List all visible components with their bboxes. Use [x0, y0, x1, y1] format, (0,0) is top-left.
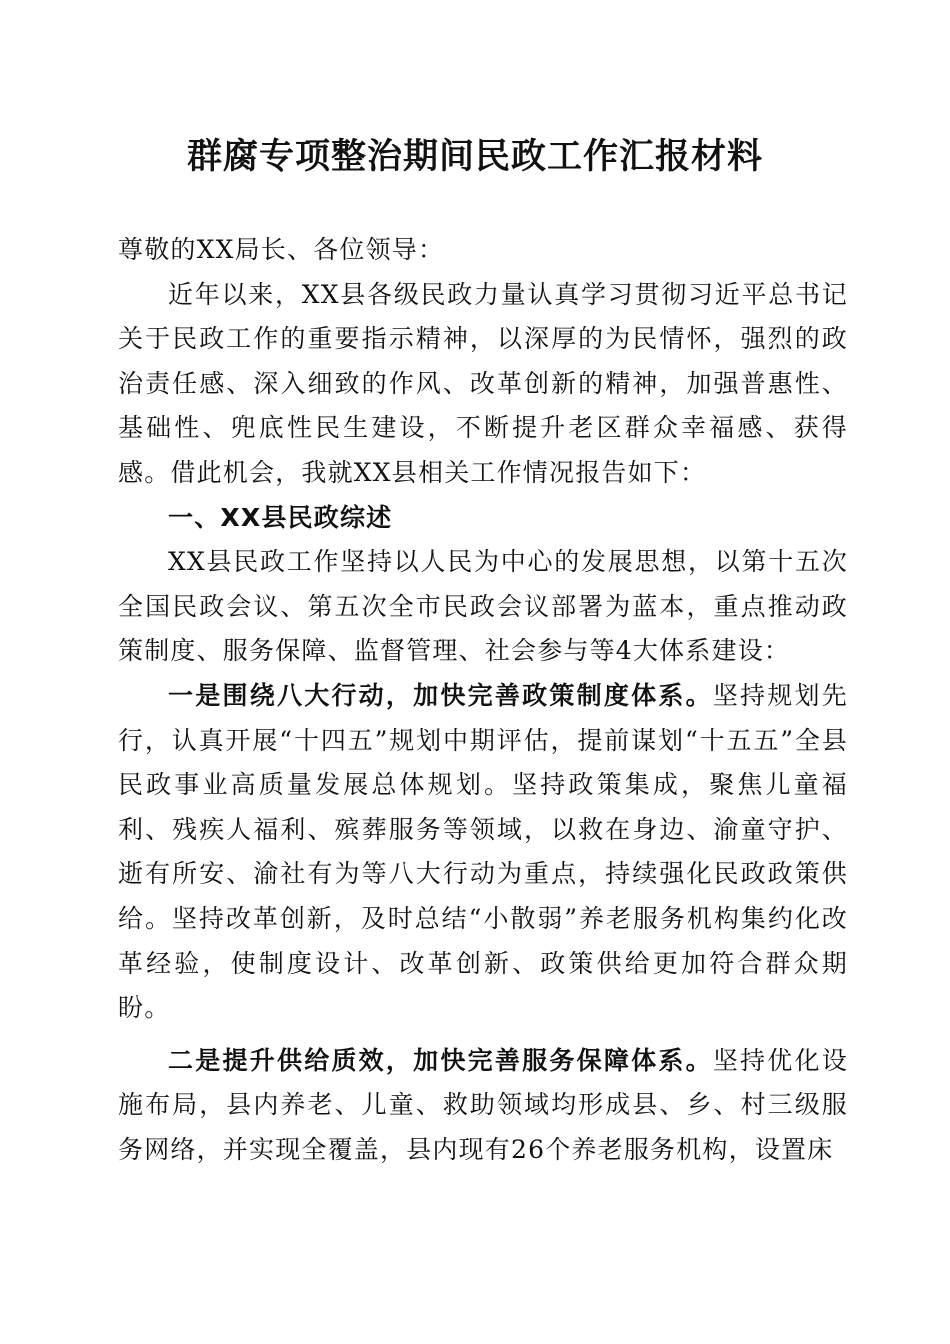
- point-body-1: 坚持规划先行，认真开展“十四五”规划中期评估，提前谋划“十五五”全县民政事业高质量发展总体规划。坚持政策集成，聚焦儿童福利、残疾人福利、殡葬服务等领域，以救在身边、渝童守护、逝有所安、渝社有为等八大行动为重点，持续强化民政政策供给。坚持改革创新，及时总结“小散弱”养老服务机构集约化改革经验，使制度设计、改革创新、政策供给更加符合群众期盼。: [118, 680, 848, 1023]
- intro-paragraph: 近年以来，XX县各级民政力量认真学习贯彻习近平总书记关于民政工作的重要指示精神，以深厚的为民情怀，强烈的政治责任感、深入细致的作风、改革创新的精神，加强普惠性、基础性、兜底性民生建设，不断提升老区群众幸福感、获得感。借此机会，我就XX县相关工作情况报告如下：: [118, 279, 848, 487]
- document-title: 群腐专项整治期间民政工作汇报材料: [186, 136, 763, 177]
- point-paragraph-2: [118, 1039, 848, 1173]
- salutation: 尊敬的XX局长、各位领导：: [118, 235, 445, 264]
- section-heading: 一、XX县民政综述: [168, 502, 393, 532]
- document-body: [118, 228, 848, 1172]
- point-paragraph-1: [118, 674, 848, 1031]
- point-lead-2: 二是提升供给质效，加快完善服务保障体系。: [168, 1045, 713, 1075]
- point-body-2: 坚持优化设施布局，县内养老、儿童、救助领域均形成县、乡、村三级服务网络，并实现全覆盖，县内现有26个养老服务机构，设置床: [118, 1045, 848, 1164]
- point-lead-1: 一是围绕八大行动，加快完善政策制度体系。: [168, 680, 713, 710]
- section-paragraph: XX县民政工作坚持以人民为中心的发展思想，以第十五次全国民政会议、第五次全市民政会议部署为蓝本，重点推动政策制度、服务保障、监督管理、社会参与等4大体系建设：: [118, 547, 848, 666]
